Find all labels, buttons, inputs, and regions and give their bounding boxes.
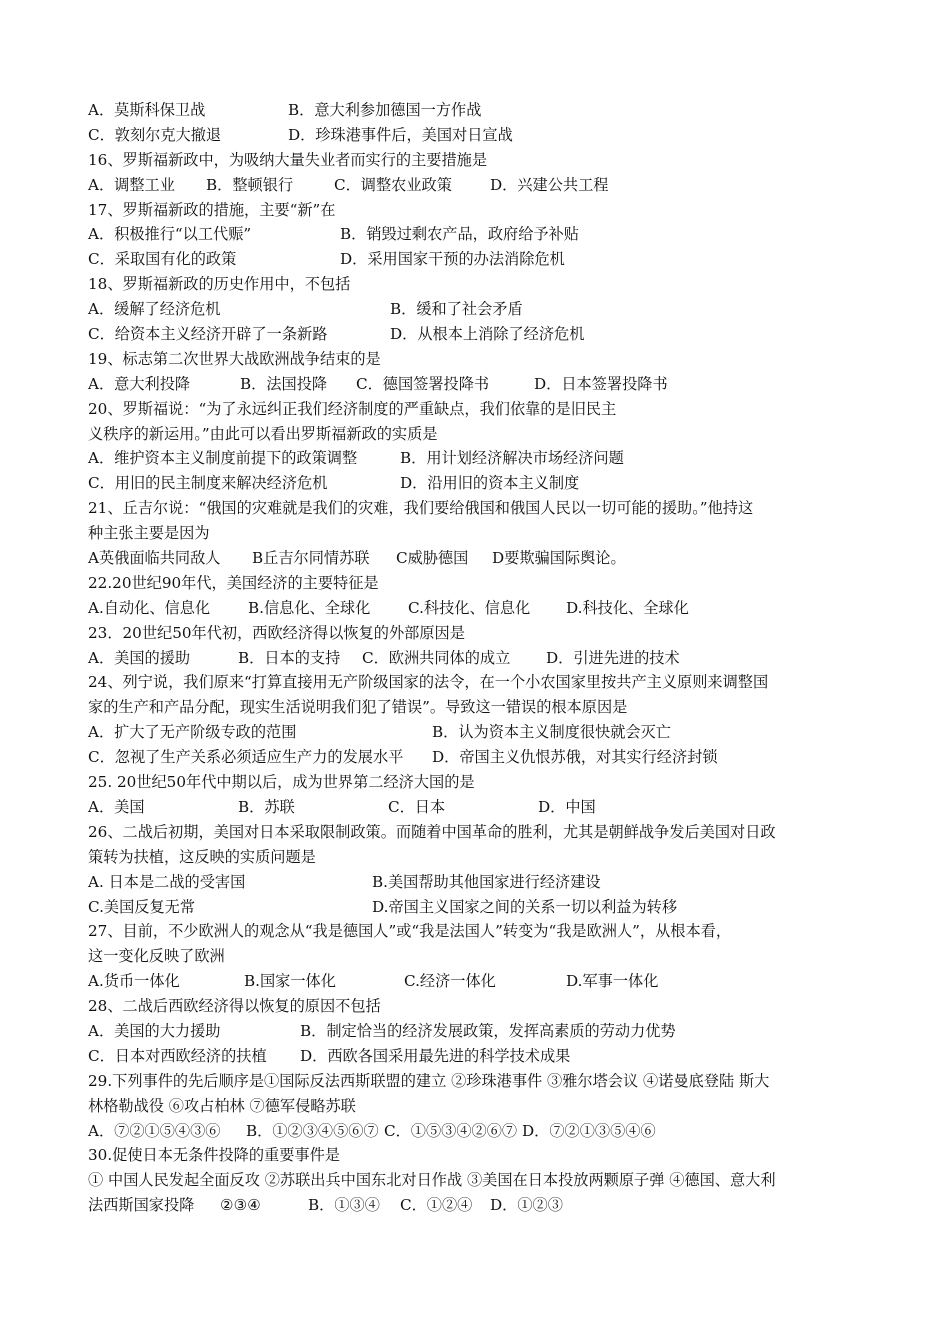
answer-option: D．帝国主义仇恨苏俄，对其实行经济封锁 (432, 748, 718, 767)
question-text: 24、列宁说，我们原来“打算直接用无产阶级国家的法令，在一个小农国家里按共产主义原则来调整国 (88, 673, 769, 692)
question-text: 林格勒战役 ⑥攻占柏林 ⑦德军侵略苏联 (88, 1096, 356, 1115)
answer-option: D.科技化、全球化 (566, 598, 689, 617)
text-line (88, 372, 868, 397)
question-text: ① 中国人民发起全面反攻 ②苏联出兵中国东北对日作战 ③美国在日本投放两颗原子弹 ④德国、意大利 (88, 1171, 776, 1190)
answer-option: A．调整工业 (88, 175, 175, 194)
text-line (88, 422, 868, 447)
question-text: 种主张主要是因为 (88, 524, 210, 543)
answer-option: C．忽视了生产关系必须适应生产力的发展水平 (88, 748, 404, 767)
text-line (88, 1193, 868, 1218)
text-line (88, 695, 868, 720)
text-line (88, 770, 868, 795)
answer-option: C．①②④ (400, 1196, 473, 1215)
text-line (88, 820, 868, 845)
text-line (88, 98, 868, 123)
text-line (88, 969, 868, 994)
question-text: 27、目前，不少欧洲人的观念从“我是德国人”或“我是法国人”转变为“我是欧洲人”，从根本看， (88, 922, 732, 941)
text-line (88, 272, 868, 297)
answer-option: C．日本对西欧经济的扶植 (88, 1046, 267, 1065)
answer-option: A．美国的援助 (88, 648, 191, 667)
text-line (88, 571, 868, 596)
question-text: 20、罗斯福说：“为了永远纠正我们经济制度的严重缺点，我们依靠的是旧民主 (88, 399, 617, 418)
answer-option: D．①②③ (490, 1196, 563, 1215)
text-line (88, 297, 868, 322)
question-text: 义秩序的新运用。”由此可以看出罗斯福新政的实质是 (88, 424, 438, 443)
answer-option: B．①③④ (308, 1196, 380, 1215)
answer-option: B．销毁过剩农产品，政府给予补贴 (340, 225, 579, 244)
answer-option: A．美国 (88, 797, 145, 816)
answer-option: A．意大利投降 (88, 374, 191, 393)
answer-option: D．采用国家干预的办法消除危机 (340, 250, 565, 269)
text-line (88, 1168, 868, 1193)
answer-option: A．莫斯科保卫战 (88, 101, 206, 119)
answer-option: D．引进先进的技术 (546, 648, 680, 667)
text-line (88, 621, 868, 646)
question-text: 16、罗斯福新政中，为吸纳大量失业者而实行的主要措施是 (88, 150, 488, 169)
answer-option: C．调整农业政策 (334, 175, 452, 194)
answer-option: B．①②③④⑤⑥⑦ (246, 1121, 379, 1140)
answer-option: D．中国 (538, 797, 596, 816)
answer-option: A．维护资本主义制度前提下的政策调整 (88, 449, 358, 468)
text-line (88, 1044, 868, 1069)
text-line (88, 895, 868, 920)
answer-option: B.信息化、全球化 (248, 598, 371, 617)
answer-option: A. 日本是二战的受害国 (88, 872, 246, 891)
answer-option: A．缓解了经济危机 (88, 300, 221, 319)
text-line (88, 795, 868, 820)
answer-option: B．用计划经济解决市场经济问题 (400, 449, 624, 468)
text-line (88, 247, 868, 272)
answer-option: B．制定恰当的经济发展政策，发挥高素质的劳动力优势 (300, 1021, 676, 1040)
question-text: 这一变化反映了欧洲 (88, 947, 225, 966)
question-text: 25. 20世纪50年代中期以后，成为世界第二经济大国的是 (88, 773, 475, 792)
answer-option: B．整顿银行 (206, 175, 294, 194)
answer-option: C．采取国有化的政策 (88, 250, 237, 269)
text-line (88, 446, 868, 471)
question-text: 家的生产和产品分配，现实生活说明我们犯了错误”。导致这一错误的根本原因是 (88, 698, 628, 717)
answer-option: D．西欧各国采用最先进的科学技术成果 (300, 1046, 571, 1065)
text-line (88, 1019, 868, 1044)
answer-option: A．美国的大力援助 (88, 1021, 221, 1040)
answer-option: D．从根本上消除了经济危机 (390, 325, 585, 344)
text-line (88, 919, 868, 944)
text-line (88, 347, 868, 372)
answer-option: B.国家一体化 (244, 972, 336, 991)
answer-option: D.帝国主义国家之间的关系一切以利益为转移 (372, 897, 678, 916)
text-line (88, 1094, 868, 1119)
question-text: 17、罗斯福新政的措施，主要“新”在 (88, 200, 336, 219)
text-line (88, 870, 868, 895)
answer-option: C．德国签署投降书 (356, 374, 490, 393)
answer-option: A英俄面临共同敌人 (88, 549, 221, 568)
answer-option: D．兴建公共工程 (490, 175, 609, 194)
answer-option: C．给资本主义经济开辟了一条新路 (88, 325, 328, 344)
text-line (88, 745, 868, 770)
answer-option: A．扩大了无产阶级专政的范围 (88, 723, 297, 742)
text-line (88, 670, 868, 695)
text-line (88, 148, 868, 173)
answer-option: ②③④ (220, 1196, 261, 1215)
text-line (88, 646, 868, 671)
answer-option: B．法国投降 (240, 374, 328, 393)
text-line (88, 173, 868, 198)
answer-option: D要欺骗国际舆论。 (492, 549, 626, 568)
answer-option: B．认为资本主义制度很快就会灭亡 (432, 723, 671, 742)
answer-option: C．敦刻尔克大撤退 (88, 125, 222, 144)
answer-option: C.美国反复无常 (88, 897, 196, 916)
answer-option: B.美国帮助其他国家进行经济建设 (372, 872, 601, 891)
answer-option: C．用旧的民主制度来解决经济危机 (88, 474, 328, 493)
text-line (88, 322, 868, 347)
answer-option: C.经济一体化 (404, 972, 496, 991)
question-text: 21、丘吉尔说：“俄国的灾难就是我们的灾难，我们要给俄国和俄国人民以一切可能的援助。”他持这 (88, 499, 754, 518)
text-line (88, 596, 868, 621)
text-line (88, 546, 868, 571)
text-line (88, 123, 868, 148)
answer-option: A．积极推行“以工代赈” (88, 225, 252, 244)
answer-option: D．⑦②①③⑤④⑥ (522, 1121, 656, 1140)
question-text: 28、二战后西欧经济得以恢复的原因不包括 (88, 997, 381, 1016)
question-text: 26、二战后初期，美国对日本采取限制政策。而随着中国革命的胜利，尤其是朝鲜战争发后美国对日政 (88, 822, 776, 841)
question-text: 30.促使日本无条件投降的重要事件是 (88, 1146, 340, 1165)
answer-option: C.科技化、信息化 (408, 598, 531, 617)
answer-option: A.自动化、信息化 (88, 598, 211, 617)
answer-option: C．日本 (388, 797, 446, 816)
text-line (88, 471, 868, 496)
text-line (88, 397, 868, 422)
answer-option: D．沿用旧的资本主义制度 (400, 474, 580, 493)
text-line (88, 496, 868, 521)
text-line (88, 944, 868, 969)
question-text: 29.下列事件的先后顺序是①国际反法西斯联盟的建立 ②珍珠港事件 ③雅尔塔会议 ④诺曼底登陆 斯大 (88, 1071, 770, 1090)
text-line (88, 1143, 868, 1168)
text-line (88, 222, 868, 247)
answer-option: B丘吉尔同情苏联 (252, 549, 370, 568)
answer-option: A.货币一体化 (88, 972, 180, 991)
answer-option: B．苏联 (238, 797, 295, 816)
question-text: 策转为扶植，这反映的实质问题是 (88, 847, 316, 866)
answer-option: A．⑦②①⑤④③⑥ (88, 1121, 221, 1140)
text-line (88, 845, 868, 870)
answer-option: D.军事一体化 (566, 972, 659, 991)
text-line (88, 1119, 868, 1144)
text-line (88, 521, 868, 546)
answer-option: C．欧洲共同体的成立 (362, 648, 511, 667)
question-text: 19、标志第二次世界大战欧洲战争结束的是 (88, 349, 381, 368)
answer-option: C威胁德国 (396, 549, 469, 568)
question-text: 22.20世纪90年代，美国经济的主要特征是 (88, 573, 379, 592)
question-text: 18、罗斯福新政的历史作用中，不包括 (88, 275, 351, 294)
question-text: 23．20世纪50年代初，西欧经济得以恢复的外部原因是 (88, 623, 465, 642)
exam-page (88, 98, 868, 1218)
answer-option: B．日本的支持 (238, 648, 341, 667)
answer-option: 法西斯国家投降 (88, 1196, 195, 1215)
text-line (88, 1069, 868, 1094)
answer-option: C．①⑤③④②⑥⑦ (384, 1121, 518, 1140)
answer-option: D．日本签署投降书 (534, 374, 668, 393)
answer-option: D．珍珠港事件后，美国对日宣战 (288, 125, 513, 144)
text-line (88, 198, 868, 223)
answer-option: B．意大利参加德国一方作战 (288, 101, 482, 119)
text-line (88, 994, 868, 1019)
answer-option: B．缓和了社会矛盾 (390, 300, 523, 319)
text-line (88, 720, 868, 745)
